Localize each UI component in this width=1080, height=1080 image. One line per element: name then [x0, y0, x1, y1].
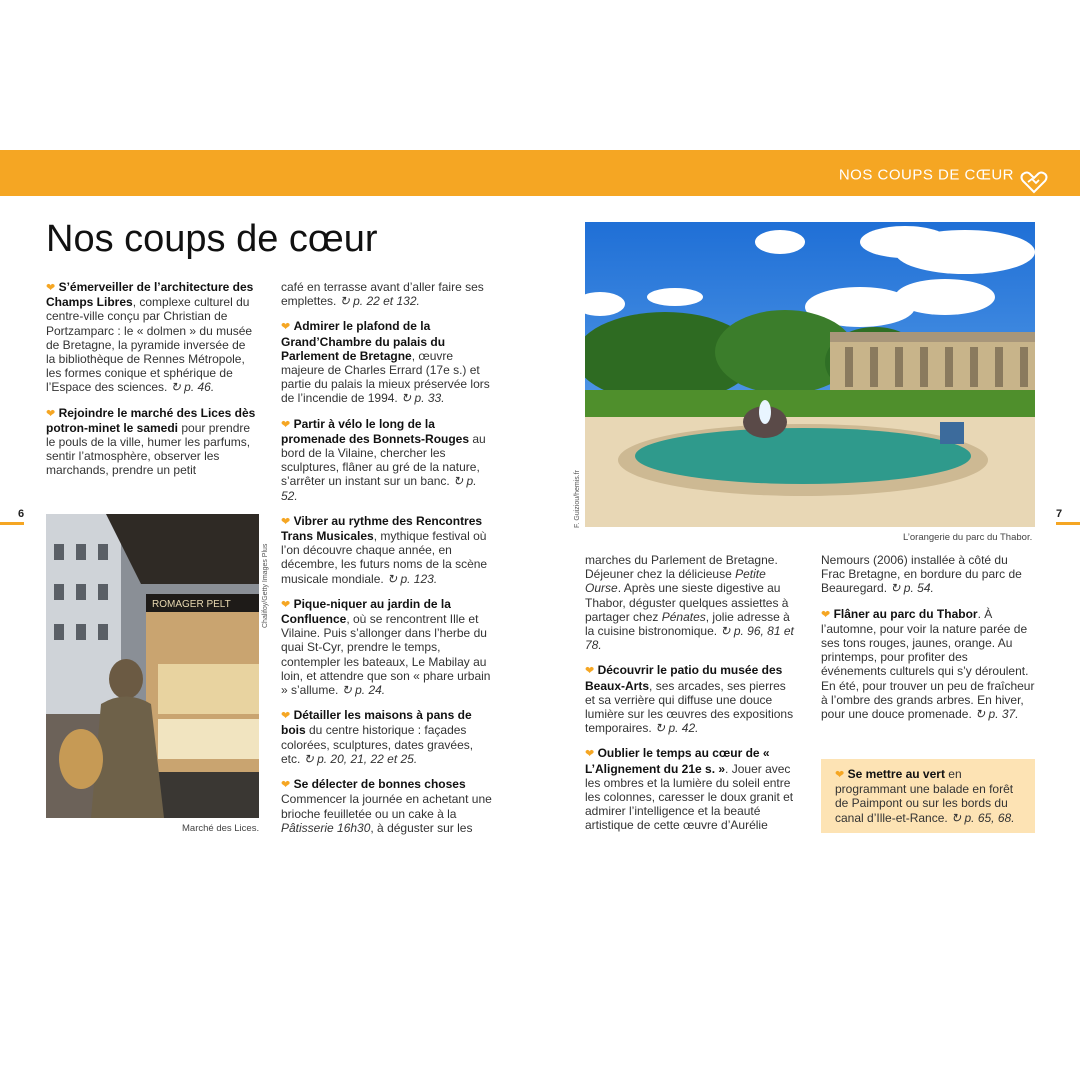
list-item: ❤ Se délecter de bonnes choses Commencer la journée en achetant une brioche feuilletée ou un cake à la Pâtisserie 16h30, à déguster sur les: [281, 777, 492, 835]
arrow-spiral-icon: ↻: [890, 581, 901, 596]
arrow-spiral-icon: ↻: [170, 380, 181, 395]
highlight-box-text: ❤ Se mettre au vert en programmant une balade en forêt de Paimpont ou sur les bords du canal d’Ille-et-Rance. ↻ p. 65, 68.: [835, 767, 1015, 825]
page-title: Nos coups de cœur: [46, 218, 378, 260]
arrow-spiral-icon: ↻: [655, 721, 666, 736]
arrow-spiral-icon: ↻: [951, 810, 962, 825]
heart-icon: ❤: [281, 710, 291, 723]
heart-icon: ❤: [585, 665, 595, 678]
arrow-spiral-icon: ↻: [341, 683, 352, 698]
list-item: ❤ Détailler les maisons à pans de bois du centre historique : façades colorées, sculptures, dates gravées, etc. ↻ p. 20, 21, 22 et 25.: [281, 708, 474, 766]
page-number-right: 7: [1056, 508, 1063, 520]
shop-sign: ROMAGER PELT: [152, 599, 231, 610]
heart-icon: ❤: [281, 418, 291, 431]
arrow-spiral-icon: ↻: [720, 624, 731, 639]
list-item: ❤ Partir à vélo le long de la promenade des Bonnets-Rouges au bord de la Vilaine, chercher les sculptures, flâner au gré de la nature, s’arrêter un instant sur un banc. ↻ p. 52.: [281, 416, 486, 503]
arrow-spiral-icon: ↻: [387, 571, 398, 586]
page-tick-left: [0, 522, 24, 525]
list-item: ❤ Vibrer au rythme des Rencontres Trans Musicales, mythique festival où l’on découvre chaque année, en décembre, les futurs noms de la scène musicale mondiale. ↻ p. 123.: [281, 513, 488, 586]
market-credit: Chalifoy/Getty Images Plus: [262, 543, 269, 628]
thabor-photo: [585, 222, 1035, 527]
heart-icon: ❤: [835, 769, 845, 781]
list-item: Nemours (2006) installée à côté du Frac Bretagne, en bordure du parc de Beauregard. ↻ p. 54.: [821, 553, 1022, 596]
handshake-heart-icon: [1020, 170, 1048, 194]
list-item: ❤ S’émerveiller de l’architecture des Champs Libres, complexe culturel du centre-ville conçu par Christian de Portzamparc : le « dolmen » du musée de Bretagne, la pyramide inversée de la bibliothèque de Rennes Métropole, les formes conique et sphérique de l’Espace des sciences. ↻ p. 46.: [46, 280, 254, 395]
arrow-spiral-icon: ↻: [453, 474, 464, 489]
list-item: ❤ Flâner au parc du Thabor. À l’automne, pour voir la nature parée de ses tons rouges, jaunes, orange. Au printemps, pour profiter des événements culturels qui s’y déroulent. En été, pour trouver un peu de fraîcheur à l’ombre des grands arbres. En hiver, pour une douce promenade. ↻ p. 37.: [821, 606, 1035, 722]
page-number-left: 6: [18, 508, 25, 520]
list-item: ❤ Oublier le temps au cœur de « L’Alignement du 21e s. ». Jouer avec les ombres et la lumière du soleil entre les colonnes, caresser le doux granit et admirer l’intelligence et la beauté artistique de cette œuvre d’Aurélie: [585, 746, 794, 833]
column-1: [46, 280, 258, 489]
heart-icon: ❤: [46, 407, 56, 420]
heart-icon: ❤: [281, 321, 291, 334]
arrow-spiral-icon: ↻: [401, 391, 412, 406]
heart-icon: ❤: [281, 779, 291, 792]
highlight-box: [821, 759, 1035, 833]
list-item: ❤ Découvrir le patio du musée des Beaux-Arts, ses arcades, ses pierres et sa verrière qui diffuse une douce lumière sur les œuvres des expositions temporaires. ↻ p. 42.: [585, 663, 794, 736]
list-item: café en terrasse avant d’aller faire ses emplettes. ↻ p. 22 et 132.: [281, 280, 484, 309]
heart-icon: ❤: [46, 282, 56, 294]
column-2: [281, 280, 495, 846]
thabor-caption: L’orangerie du parc du Thabor.: [903, 532, 1033, 543]
page-tick-right: [1056, 522, 1080, 525]
heart-icon: ❤: [821, 608, 831, 621]
column-4: [821, 553, 1035, 732]
thabor-credit: F. Guiziou/hemis.fr: [574, 470, 581, 528]
list-item: ❤ Admirer le plafond de la Grand’Chambre du palais du Parlement de Bretagne, œuvre majeure de Charles Errard (17e s.) et partie du palais la mieux préservée lors de l’incendie de 1994. ↻ p. 33.: [281, 319, 490, 406]
list-item: ❤ Rejoindre le marché des Lices dès potron-minet le samedi pour prendre le pouls de la ville, humer les parfums, sentir l’atmosphère, observer les marchands, prendre un petit: [46, 405, 256, 478]
section-title: NOS COUPS DE CŒUR: [838, 166, 1014, 184]
column-3: [585, 553, 799, 844]
list-item: ❤ Pique-niquer au jardin de la Confluence, où se rencontrent Ille et Vilaine. Puis s’allonger dans l’herbe du quai St-Cyr, prendre le temps, contempler les bateaux, Le Mabilay au loin, et attendre que son « phare urbain » s’allume. ↻ p. 24.: [281, 596, 491, 698]
heart-icon: ❤: [281, 515, 291, 528]
arrow-spiral-icon: ↻: [975, 707, 986, 722]
market-caption: Marché des Lices.: [182, 823, 260, 834]
heart-icon: ❤: [585, 748, 595, 761]
arrow-spiral-icon: ↻: [339, 294, 350, 309]
market-photo: [46, 514, 259, 818]
heart-icon: ❤: [281, 598, 291, 611]
list-item: marches du Parlement de Bretagne. Déjeuner chez la délicieuse Petite Ourse. Après une sieste digestive au Thabor, déguster quelques assiettes à partager chez Pénates, jolie adresse à la cuisine bistronomique. ↻ p. 96, 81 et 78.: [585, 553, 794, 653]
arrow-spiral-icon: ↻: [303, 751, 314, 766]
